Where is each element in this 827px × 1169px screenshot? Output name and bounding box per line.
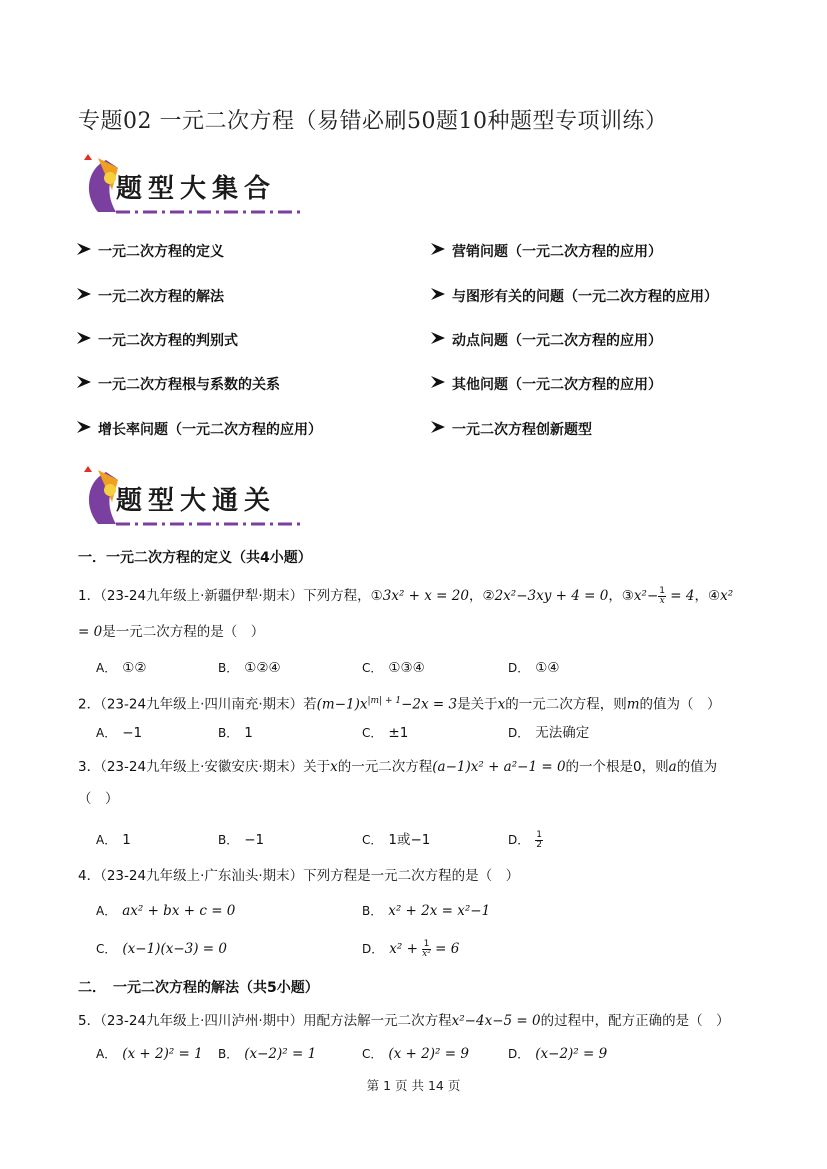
topic-item bbox=[76, 285, 224, 309]
topic-label: 一元二次方程创新题型 bbox=[452, 422, 592, 438]
option-d[interactable] bbox=[508, 722, 589, 744]
banner-topic-collection bbox=[76, 150, 306, 220]
question-text: 5．（23-24九年级上·四川泸州·期中）用配方法解一元二次方程 bbox=[78, 1013, 452, 1029]
topic-label: 一元二次方程的解法 bbox=[98, 289, 224, 305]
topic-label: 营销问题（一元二次方程的应用） bbox=[452, 244, 662, 260]
question-text: 3．（23-24九年级上·安徽安庆·期末）关于 bbox=[78, 759, 331, 775]
question-text: 1．（23-24九年级上·新疆伊犁·期末）下列方程，① bbox=[78, 588, 383, 604]
question-text: ，④ bbox=[694, 588, 721, 604]
variable: a bbox=[668, 759, 677, 775]
section-heading: 二． 一元二次方程的解法（共5小题） bbox=[78, 980, 319, 996]
option-c[interactable] bbox=[96, 938, 227, 960]
topic-label: 动点问题（一元二次方程的应用） bbox=[452, 333, 662, 349]
option-text: ax² + bx + c = 0 bbox=[122, 903, 236, 919]
option-text: x² + bbox=[389, 941, 423, 957]
question-text: 的一元二次方程 bbox=[337, 759, 433, 775]
equation: = 0 bbox=[78, 624, 103, 640]
arrow-bullet-icon bbox=[430, 329, 452, 353]
option-d[interactable] bbox=[362, 938, 459, 960]
option-text: (x−1)(x−3) = 0 bbox=[122, 941, 227, 957]
option-d[interactable] bbox=[508, 829, 543, 851]
option-label: D． bbox=[362, 942, 384, 956]
question-2 bbox=[78, 690, 721, 716]
option-text: 无法确定 bbox=[535, 725, 590, 741]
option-c[interactable] bbox=[362, 1043, 469, 1065]
option-c[interactable] bbox=[362, 829, 430, 851]
option-label: A． bbox=[96, 726, 117, 740]
option-label: D． bbox=[508, 661, 530, 675]
option-label: C． bbox=[362, 1047, 383, 1061]
option-text: −1 bbox=[122, 725, 143, 741]
option-text: ①② bbox=[122, 660, 147, 676]
option-label: D． bbox=[508, 726, 530, 740]
question-3 bbox=[78, 756, 717, 778]
option-label: D． bbox=[508, 1047, 530, 1061]
option-d[interactable] bbox=[508, 657, 559, 679]
banner-title: 题型大通关 bbox=[116, 486, 277, 516]
question-text: 是关于 bbox=[457, 696, 498, 713]
option-label: C． bbox=[362, 661, 383, 675]
question-1-line2 bbox=[78, 621, 264, 643]
equation: = 4 bbox=[666, 588, 695, 604]
question-3-line2: （ ） bbox=[78, 791, 119, 807]
option-label: C． bbox=[362, 833, 383, 847]
option-b[interactable] bbox=[218, 657, 281, 679]
option-c[interactable] bbox=[362, 722, 408, 744]
question-text: 的一元二次方程，则 bbox=[505, 696, 627, 713]
arrow-bullet-icon bbox=[76, 240, 98, 264]
option-label: A． bbox=[96, 904, 117, 918]
option-text: −1 bbox=[244, 832, 265, 848]
option-label: D． bbox=[508, 833, 530, 847]
option-label: C． bbox=[96, 942, 117, 956]
option-text: 1或−1 bbox=[388, 832, 431, 848]
topic-item bbox=[76, 329, 238, 353]
option-b[interactable] bbox=[218, 722, 253, 744]
arrow-bullet-icon bbox=[76, 373, 98, 397]
option-label: A． bbox=[96, 833, 117, 847]
option-label: A． bbox=[96, 1047, 117, 1061]
page-title: 专题02 一元二次方程（易错必刷50题10种题型专项训练） bbox=[78, 109, 668, 134]
option-text: ①②④ bbox=[244, 660, 281, 676]
option-label: B． bbox=[218, 1047, 239, 1061]
arrow-bullet-icon bbox=[430, 373, 452, 397]
option-text: (x + 2)² = 9 bbox=[388, 1046, 469, 1062]
question-1 bbox=[78, 585, 733, 607]
fraction-numerator: 1 bbox=[536, 829, 542, 840]
option-text: x² + 2x = x²−1 bbox=[388, 903, 491, 919]
option-label: B． bbox=[218, 833, 239, 847]
question-text: 的过程中，配方正确的是（ ） bbox=[540, 1013, 730, 1029]
topic-label: 一元二次方程的定义 bbox=[98, 244, 224, 260]
option-text: 1 bbox=[122, 832, 131, 848]
option-text: ①③④ bbox=[388, 660, 425, 676]
variable: x bbox=[497, 696, 506, 713]
question-text: 是一元二次方程的是（ ） bbox=[102, 624, 265, 640]
arrow-bullet-icon bbox=[76, 329, 98, 353]
variable: x bbox=[330, 759, 338, 775]
question-text: ，② bbox=[468, 588, 495, 604]
option-a[interactable] bbox=[96, 1043, 203, 1065]
option-c[interactable] bbox=[362, 657, 425, 679]
fraction bbox=[658, 587, 666, 606]
option-text: = 6 bbox=[430, 941, 460, 957]
equation: −2x = 3 bbox=[401, 696, 458, 713]
equation: (m−1)x bbox=[316, 696, 368, 713]
topic-label: 一元二次方程的判别式 bbox=[98, 333, 238, 349]
option-b[interactable] bbox=[362, 900, 490, 922]
option-text: (x + 2)² = 1 bbox=[122, 1046, 203, 1062]
topic-item bbox=[430, 240, 662, 264]
arrow-bullet-icon bbox=[430, 418, 452, 442]
topic-item bbox=[430, 373, 662, 397]
option-text: ±1 bbox=[388, 725, 409, 741]
fraction-denominator: x bbox=[659, 595, 665, 606]
option-label: B． bbox=[218, 661, 239, 675]
arrow-bullet-icon bbox=[76, 285, 98, 309]
topic-label: 增长率问题（一元二次方程的应用） bbox=[98, 422, 322, 438]
option-label: A． bbox=[96, 661, 117, 675]
fraction bbox=[535, 831, 543, 850]
question-text: 的值为（ ） bbox=[639, 696, 721, 713]
equation: x²− bbox=[633, 588, 659, 604]
equation: (a−1)x² + a²−1 = 0 bbox=[432, 759, 566, 775]
option-a[interactable] bbox=[96, 657, 146, 679]
option-label: B． bbox=[362, 904, 383, 918]
question-text: 的一个根是0，则 bbox=[565, 759, 669, 775]
option-label: C． bbox=[362, 726, 383, 740]
option-a[interactable] bbox=[96, 829, 131, 851]
topic-label: 其他问题（一元二次方程的应用） bbox=[452, 377, 662, 393]
option-b[interactable] bbox=[218, 829, 264, 851]
arrow-bullet-icon bbox=[430, 285, 452, 309]
variable: m bbox=[626, 696, 640, 713]
option-d[interactable] bbox=[508, 1043, 607, 1065]
equation: 2x²−3xy + 4 = 0 bbox=[494, 588, 609, 604]
page-footer: 第 1 页 共 14 页 bbox=[366, 1078, 461, 1093]
exponent: |m| + 1 bbox=[367, 696, 402, 706]
topic-label: 一元二次方程根与系数的关系 bbox=[98, 377, 280, 393]
fraction-numerator: 1 bbox=[423, 938, 430, 949]
fraction-denominator: x² bbox=[422, 948, 431, 959]
fraction bbox=[422, 940, 431, 959]
question-text: 2．（23-24九年级上·四川南充·期末）若 bbox=[78, 696, 317, 713]
topic-item bbox=[430, 285, 718, 309]
fraction-numerator: 1 bbox=[659, 585, 665, 596]
topic-label: 与图形有关的问题（一元二次方程的应用） bbox=[452, 289, 718, 305]
banner-topic-practice bbox=[76, 462, 306, 532]
option-a[interactable] bbox=[96, 900, 235, 922]
equation: 3x² + x = 20 bbox=[382, 588, 469, 604]
fraction-denominator: 2 bbox=[536, 839, 542, 850]
question-5 bbox=[78, 1010, 730, 1032]
equation: x² bbox=[720, 588, 734, 604]
topic-item bbox=[430, 329, 662, 353]
topic-item bbox=[76, 418, 322, 442]
option-label: B． bbox=[218, 726, 239, 740]
topic-item bbox=[76, 240, 224, 264]
question-text: ，③ bbox=[608, 588, 634, 604]
option-b[interactable] bbox=[218, 1043, 316, 1065]
option-text: 1 bbox=[244, 725, 253, 741]
arrow-bullet-icon bbox=[76, 418, 98, 442]
question-text: 的值为 bbox=[676, 759, 718, 775]
equation: x²−4x−5 = 0 bbox=[451, 1013, 541, 1029]
banner-title: 题型大集合 bbox=[116, 174, 277, 204]
section-heading: 一．一元二次方程的定义（共4小题） bbox=[78, 550, 312, 566]
option-text: (x−2)² = 9 bbox=[535, 1046, 608, 1062]
topic-item bbox=[430, 418, 592, 442]
arrow-bullet-icon bbox=[430, 240, 452, 264]
option-text: ①④ bbox=[535, 660, 560, 676]
question-4: 4．（23-24九年级上·广东汕头·期末）下列方程是一元二次方程的是（ ） bbox=[78, 868, 520, 884]
option-text: (x−2)² = 1 bbox=[244, 1046, 317, 1062]
topic-item bbox=[76, 373, 280, 397]
option-a[interactable] bbox=[96, 722, 142, 744]
